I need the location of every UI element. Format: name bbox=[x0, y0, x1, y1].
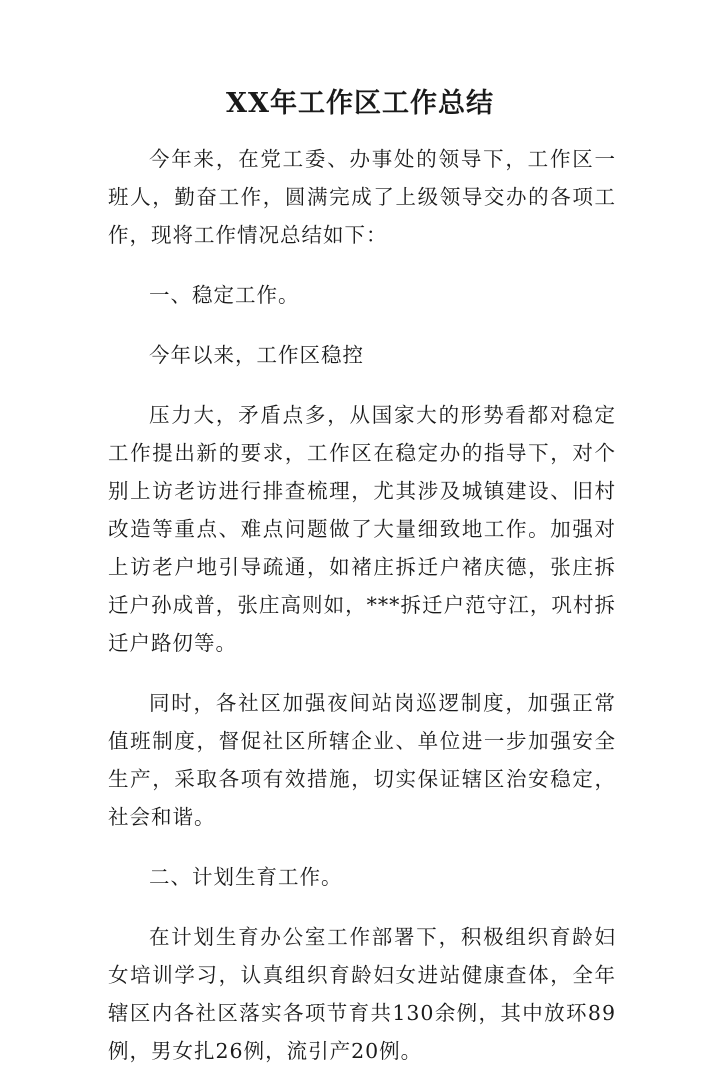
paragraph-intro: 今年来，在党工委、办事处的领导下，工作区一班人，勤奋工作，圆满完成了上级领导交办的各项工作，现将工作情况总结如下： bbox=[108, 147, 616, 247]
paragraph-stability-lead: 今年以来，工作区稳控 bbox=[149, 343, 364, 367]
paragraph-security: 同时，各社区加强夜间站岗巡逻制度，加强正常值班制度，督促社区所辖企业、单位进一步加强安全生产，采取各项有效措施，切实保证辖区治安稳定，社会和谐。 bbox=[108, 691, 616, 829]
paragraph-stability-detail: 压力大，矛盾点多，从国家大的形势看都对稳定工作提出新的要求，工作区在稳定办的指导下，对个别上访老访进行排查梳理，尤其涉及城镇建设、旧村改造等重点、难点问题做了大量细致地工作。加强对上访老户地引导疏通，如褚庄拆迁户褚庆德，张庄拆迁户孙成普，张庄高则如，***拆迁户范守江，巩村拆迁户路仞等。 bbox=[108, 403, 616, 655]
document-title: XX年工作区工作总结 bbox=[226, 88, 494, 119]
paragraph-family-planning: 在计划生育办公室工作部署下，积极组织育龄妇女培训学习，认真组织育龄妇女进站健康查体，全年辖区内各社区落实各项节育共130余例，其中放环89例，男女扎26例，流引产20例。 bbox=[108, 925, 616, 1063]
document-body bbox=[108, 140, 616, 1092]
section-heading-stability: 一、稳定工作。 bbox=[149, 283, 300, 307]
section-heading-family-planning: 二、计划生育工作。 bbox=[149, 865, 343, 889]
